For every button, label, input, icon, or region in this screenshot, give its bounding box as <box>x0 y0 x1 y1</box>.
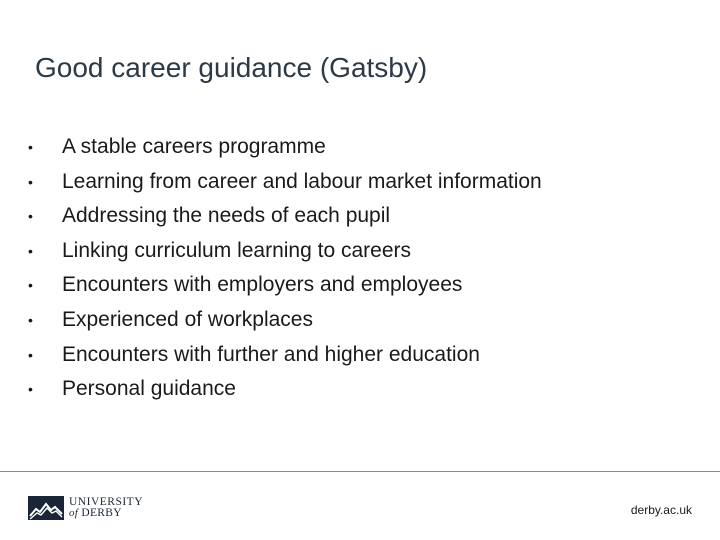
slide-title: Good career guidance (Gatsby) <box>35 52 428 83</box>
logo-derby: DERBY <box>81 507 122 519</box>
bullet-dot: • <box>28 346 33 363</box>
logo-of-derby <box>69 508 143 520</box>
logo-of: of <box>69 507 79 519</box>
derby-mountains-logo-icon <box>28 496 64 520</box>
bullet-item <box>28 268 542 303</box>
logo-wordmark <box>69 497 143 520</box>
bullet-dot: • <box>28 208 33 225</box>
bullet-dot: • <box>28 311 33 328</box>
bullet-text: Experienced of workplaces <box>62 307 313 331</box>
bullet-item <box>28 234 542 269</box>
bullet-text: Encounters with employers and employees <box>62 273 463 297</box>
logo-university: UNIVERSITY <box>69 495 143 508</box>
bullet-item <box>28 130 542 165</box>
bullet-dot: • <box>28 242 33 259</box>
bullet-item <box>28 199 542 234</box>
bullet-item <box>28 338 542 373</box>
bullet-text: Linking curriculum learning to careers <box>62 238 411 262</box>
footer-divider <box>0 471 720 472</box>
bullet-dot: • <box>28 277 33 294</box>
bullet-text: Learning from career and labour market information <box>62 169 542 193</box>
bullet-dot: • <box>28 139 33 155</box>
bullet-dot: • <box>28 173 33 190</box>
bullet-text: A stable careers programme <box>62 135 326 158</box>
bullet-item <box>28 372 542 407</box>
bullet-text: Addressing the needs of each pupil <box>62 204 391 228</box>
bullet-list <box>28 130 542 407</box>
bullet-dot: • <box>28 381 33 398</box>
website-label: derby.ac.uk <box>630 503 692 517</box>
bullet-text: Encounters with further and higher education <box>62 342 480 366</box>
bullet-item <box>28 165 542 200</box>
bullet-item <box>28 303 542 338</box>
bullet-text: Personal guidance <box>62 377 236 401</box>
university-logo <box>28 496 143 520</box>
